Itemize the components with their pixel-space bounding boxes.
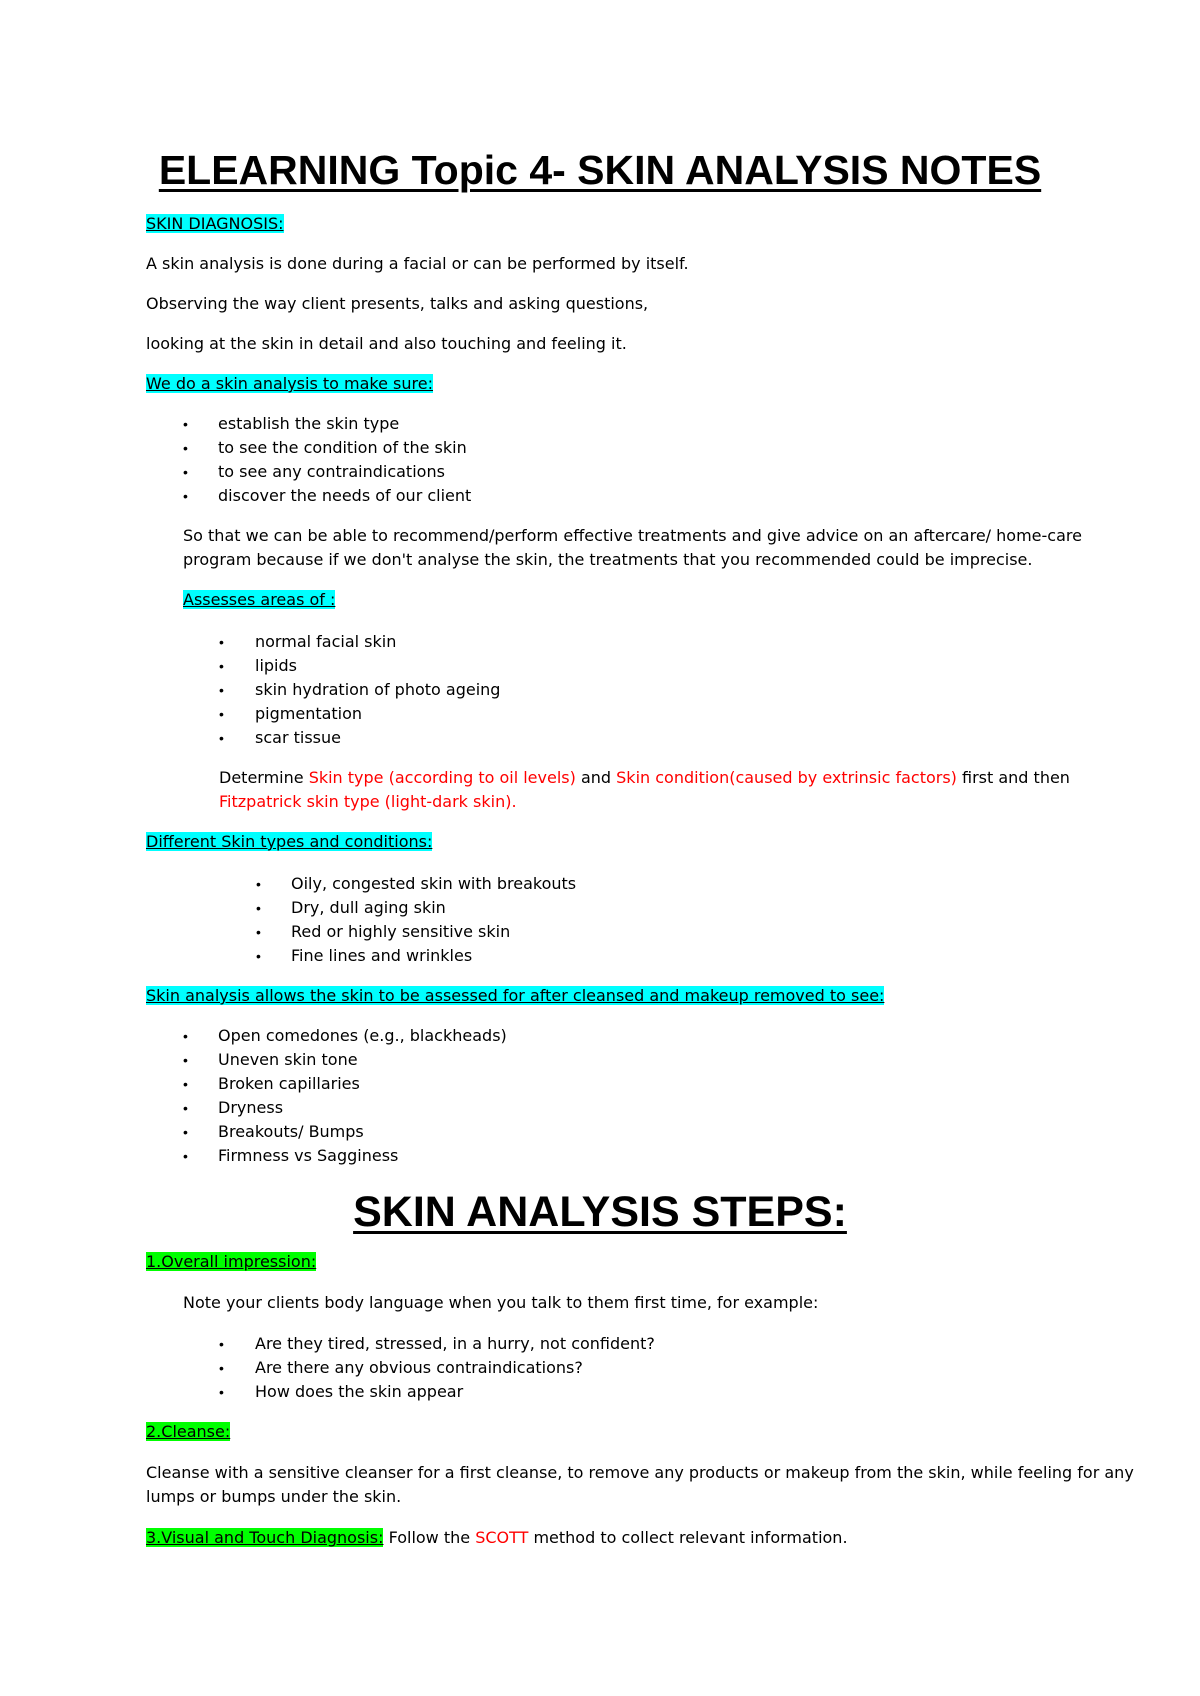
allows-heading: Skin analysis allows the skin to be assessed for after cleansed and makeup removed to see: — [146, 986, 885, 1005]
list-item: Red or highly sensitive skin — [291, 922, 511, 941]
list-item: to see any contraindications — [218, 462, 445, 481]
step3-heading: 3.Visual and Touch Diagnosis: — [146, 1528, 384, 1547]
list-item: to see the condition of the skin — [218, 438, 467, 457]
list-item: Open comedones (e.g., blackheads) — [218, 1026, 507, 1045]
bullet-icon: • — [256, 924, 261, 940]
list-item: discover the needs of our client — [218, 486, 472, 505]
bullet-icon: • — [219, 706, 224, 722]
step2-heading: 2.Cleanse: — [146, 1422, 231, 1441]
list-item: Dry, dull aging skin — [291, 898, 446, 917]
list-item: pigmentation — [255, 704, 363, 723]
bullet-icon: • — [183, 1052, 188, 1068]
list-item: Broken capillaries — [218, 1074, 360, 1093]
step2-line-1: Cleanse with a sensitive cleanser for a first cleanse, to remove any products or makeup from the skin, while feeling for any — [146, 1463, 1134, 1482]
steps-title: SKIN ANALYSIS STEPS: — [353, 1188, 847, 1236]
page-title: ELEARNING Topic 4- SKIN ANALYSIS NOTES — [158, 147, 1042, 193]
list-item: lipids — [255, 656, 297, 675]
step1-heading: 1.Overall impression: — [146, 1252, 317, 1271]
list-item: Firmness vs Sagginess — [218, 1146, 399, 1165]
list-item: Fine lines and wrinkles — [291, 946, 473, 965]
list-item: establish the skin type — [218, 414, 400, 433]
list-item: skin hydration of photo ageing — [255, 680, 501, 699]
skin-diagnosis-heading: SKIN DIAGNOSIS: — [146, 214, 284, 233]
list-item: How does the skin appear — [255, 1382, 464, 1401]
list-item: Uneven skin tone — [218, 1050, 358, 1069]
bullet-icon: • — [183, 1076, 188, 1092]
bullet-icon: • — [183, 488, 188, 504]
list-item: Are there any obvious contraindications? — [255, 1358, 583, 1377]
bullet-icon: • — [256, 876, 261, 892]
list-item: scar tissue — [255, 728, 341, 747]
list-item: normal facial skin — [255, 632, 397, 651]
bullet-icon: • — [219, 1336, 224, 1352]
bullet-icon: • — [183, 416, 188, 432]
bullet-icon: • — [183, 1028, 188, 1044]
why-paragraph-line-2: program because if we don't analyse the skin, the treatments that you recommended could be imprecise. — [183, 550, 1033, 569]
step2-line-2: lumps or bumps under the skin. — [146, 1487, 402, 1506]
bullet-icon: • — [219, 730, 224, 746]
bullet-icon: • — [219, 1360, 224, 1376]
step1-intro: Note your clients body language when you talk to them first time, for example: — [183, 1293, 819, 1312]
bullet-icon: • — [183, 1124, 188, 1140]
determine-line-2: Fitzpatrick skin type (light-dark skin). — [219, 792, 517, 811]
list-item: Are they tired, stressed, in a hurry, not confident? — [255, 1334, 655, 1353]
bullet-icon: • — [256, 948, 261, 964]
why-paragraph-line-1: So that we can be able to recommend/perform effective treatments and give advice on an aftercare/ home-care — [183, 526, 1082, 545]
diagnosis-paragraph-2: Observing the way client presents, talks and asking questions, — [146, 294, 649, 313]
list-item: Oily, congested skin with breakouts — [291, 874, 577, 893]
determine-line-1: Determine Skin type (according to oil levels) and Skin condition(caused by extrinsic factors) first and then — [219, 768, 1070, 787]
why-heading: We do a skin analysis to make sure: — [146, 374, 433, 393]
bullet-icon: • — [183, 1100, 188, 1116]
step3-line: 3.Visual and Touch Diagnosis: Follow the SCOTT method to collect relevant information. — [146, 1528, 848, 1547]
list-item: Breakouts/ Bumps — [218, 1122, 364, 1141]
bullet-icon: • — [219, 682, 224, 698]
bullet-icon: • — [183, 440, 188, 456]
areas-heading: Assesses areas of : — [183, 590, 336, 609]
list-item: Dryness — [218, 1098, 284, 1117]
types-heading: Different Skin types and conditions: — [146, 832, 433, 851]
bullet-icon: • — [256, 900, 261, 916]
diagnosis-paragraph-1: A skin analysis is done during a facial or can be performed by itself. — [146, 254, 689, 273]
bullet-icon: • — [219, 1384, 224, 1400]
bullet-icon: • — [219, 658, 224, 674]
diagnosis-paragraph-3: looking at the skin in detail and also touching and feeling it. — [146, 334, 627, 353]
bullet-icon: • — [183, 464, 188, 480]
bullet-icon: • — [183, 1148, 188, 1164]
bullet-icon: • — [219, 634, 224, 650]
